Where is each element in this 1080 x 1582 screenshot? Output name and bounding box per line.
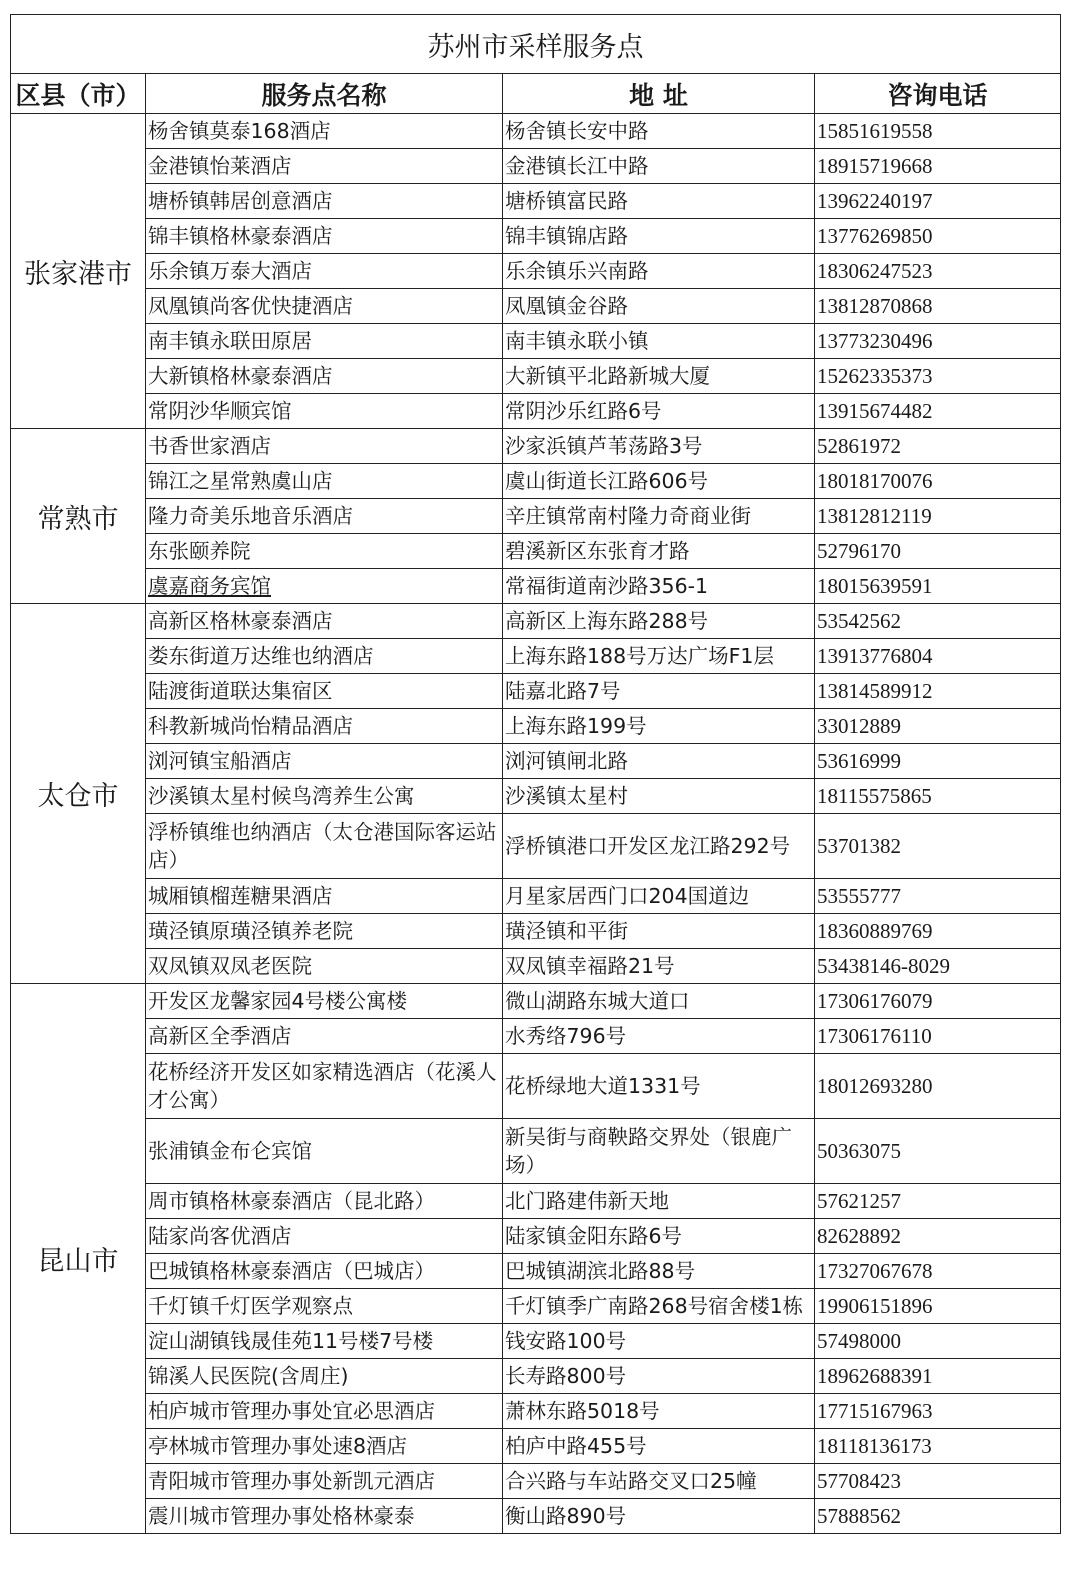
service-point-name-text: 千灯镇千灯医学观察点 xyxy=(148,1294,353,1318)
address-text: 月星家居西门口204国道边 xyxy=(505,884,750,908)
phone-text: 17306176079 xyxy=(817,988,933,1013)
phone-cell xyxy=(815,184,1061,219)
table-row xyxy=(11,1219,1061,1254)
header-county: 区县（市） xyxy=(11,74,146,114)
service-point-name-text: 大新镇格林豪泰酒店 xyxy=(148,364,333,388)
address-cell xyxy=(503,1429,815,1464)
phone-cell xyxy=(815,744,1061,779)
address-text: 锦丰镇锦店路 xyxy=(505,224,628,248)
service-point-name-text: 浮桥镇维也纳酒店（太仓港国际客运站店） xyxy=(148,820,497,872)
service-point-name-cell xyxy=(146,1019,503,1054)
service-point-name-text: 锦江之星常熟虞山店 xyxy=(148,469,333,493)
service-point-name-cell xyxy=(146,1119,503,1184)
phone-text: 53701382 xyxy=(817,833,901,858)
address-cell xyxy=(503,1324,815,1359)
service-point-name-text: 双凤镇双凤老医院 xyxy=(148,954,312,978)
service-point-name-cell xyxy=(146,219,503,254)
header-address: 地 址 xyxy=(503,74,815,114)
address-text: 高新区上海东路288号 xyxy=(505,609,709,633)
address-text: 璜泾镇和平街 xyxy=(505,919,628,943)
address-text: 陆嘉北路7号 xyxy=(505,679,621,703)
service-point-name-text: 杨舍镇莫泰168酒店 xyxy=(148,119,331,143)
phone-cell xyxy=(815,499,1061,534)
table-row xyxy=(11,1184,1061,1219)
service-point-name-cell xyxy=(146,114,503,149)
service-point-name-text: 亭林城市管理办事处速8酒店 xyxy=(148,1434,408,1458)
table-row xyxy=(11,949,1061,984)
table-row xyxy=(11,499,1061,534)
table-row xyxy=(11,879,1061,914)
address-cell xyxy=(503,324,815,359)
table-row xyxy=(11,1359,1061,1394)
address-cell xyxy=(503,814,815,879)
service-point-name-text: 青阳城市管理办事处新凯元酒店 xyxy=(148,1469,435,1493)
service-point-name-cell xyxy=(146,984,503,1019)
table-row xyxy=(11,534,1061,569)
address-cell xyxy=(503,1184,815,1219)
phone-text: 18015639591 xyxy=(817,573,933,598)
service-point-name-text: 张浦镇金布仑宾馆 xyxy=(148,1139,312,1163)
address-cell xyxy=(503,1359,815,1394)
service-point-name-text: 科教新城尚怡精品酒店 xyxy=(148,714,353,738)
service-point-name-text: 花桥经济开发区如家精选酒店（花溪人才公寓） xyxy=(148,1060,497,1112)
address-cell xyxy=(503,1464,815,1499)
phone-cell xyxy=(815,1119,1061,1184)
phone-text: 13812870868 xyxy=(817,293,933,318)
address-cell xyxy=(503,184,815,219)
service-point-name-text: 浏河镇宝船酒店 xyxy=(148,749,292,773)
phone-cell xyxy=(815,709,1061,744)
phone-text: 52861972 xyxy=(817,433,901,458)
table-row xyxy=(11,1324,1061,1359)
address-cell xyxy=(503,674,815,709)
table-title: 苏州市采样服务点 xyxy=(11,15,1061,74)
phone-text: 18306247523 xyxy=(817,258,933,283)
service-point-name-text: 娄东街道万达维也纳酒店 xyxy=(148,644,374,668)
service-point-name-text: 乐余镇万泰大酒店 xyxy=(148,259,312,283)
phone-text: 53438146-8029 xyxy=(817,953,950,978)
service-point-name-text: 隆力奇美乐地音乐酒店 xyxy=(148,504,353,528)
phone-text: 13773230496 xyxy=(817,328,933,353)
county-cell: 昆山市 xyxy=(11,984,146,1534)
address-cell xyxy=(503,1289,815,1324)
address-cell xyxy=(503,779,815,814)
address-cell xyxy=(503,114,815,149)
address-text: 大新镇平北路新城大厦 xyxy=(505,364,710,388)
address-text: 金港镇长江中路 xyxy=(505,154,649,178)
service-point-name-text: 高新区格林豪泰酒店 xyxy=(148,609,333,633)
service-point-name-cell xyxy=(146,779,503,814)
phone-text: 18012693280 xyxy=(817,1073,933,1098)
table-row xyxy=(11,744,1061,779)
service-point-name-cell xyxy=(146,184,503,219)
address-text: 花桥绿地大道1331号 xyxy=(505,1074,701,1098)
table-row xyxy=(11,464,1061,499)
address-cell xyxy=(503,289,815,324)
phone-text: 17715167963 xyxy=(817,1398,933,1423)
table-row xyxy=(11,219,1061,254)
address-cell xyxy=(503,254,815,289)
phone-text: 57498000 xyxy=(817,1328,901,1353)
phone-text: 33012889 xyxy=(817,713,901,738)
service-point-name-text: 凤凰镇尚客优快捷酒店 xyxy=(148,294,353,318)
phone-text: 53555777 xyxy=(817,883,901,908)
table-row xyxy=(11,429,1061,464)
header-row xyxy=(11,74,1061,114)
address-text: 凤凰镇金谷路 xyxy=(505,294,628,318)
address-text: 柏庐中路455号 xyxy=(505,1434,647,1458)
address-cell xyxy=(503,1054,815,1119)
phone-text: 18915719668 xyxy=(817,153,933,178)
service-point-name-cell xyxy=(146,814,503,879)
service-point-name-cell xyxy=(146,324,503,359)
table-row xyxy=(11,114,1061,149)
phone-text: 82628892 xyxy=(817,1223,901,1248)
phone-text: 15851619558 xyxy=(817,118,933,143)
service-point-name-text: 书香世家酒店 xyxy=(148,434,271,458)
address-cell xyxy=(503,709,815,744)
phone-cell xyxy=(815,114,1061,149)
service-point-name-cell xyxy=(146,1054,503,1119)
service-point-name-cell xyxy=(146,149,503,184)
service-point-name-text: 锦丰镇格林豪泰酒店 xyxy=(148,224,333,248)
table-row xyxy=(11,1254,1061,1289)
phone-text: 18115575865 xyxy=(817,783,932,808)
service-point-name-cell xyxy=(146,1429,503,1464)
phone-cell xyxy=(815,219,1061,254)
service-point-name-cell xyxy=(146,1254,503,1289)
phone-cell xyxy=(815,674,1061,709)
address-text: 水秀络796号 xyxy=(505,1024,627,1048)
phone-cell xyxy=(815,289,1061,324)
service-point-name-text: 柏庐城市管理办事处宜必思酒店 xyxy=(148,1399,435,1423)
address-text: 浮桥镇港口开发区龙江路292号 xyxy=(505,834,791,858)
county-cell: 张家港市 xyxy=(11,114,146,429)
phone-cell xyxy=(815,1429,1061,1464)
service-point-name-cell xyxy=(146,1289,503,1324)
address-cell xyxy=(503,359,815,394)
table-row xyxy=(11,1289,1061,1324)
service-point-name-text: 金港镇怡莱酒店 xyxy=(148,154,292,178)
table-row xyxy=(11,674,1061,709)
phone-text: 19906151896 xyxy=(817,1293,933,1318)
address-text: 上海东路188号万达广场F1层 xyxy=(505,644,774,668)
service-point-name-cell xyxy=(146,1324,503,1359)
table-row xyxy=(11,184,1061,219)
address-cell xyxy=(503,149,815,184)
phone-text: 17306176110 xyxy=(817,1023,932,1048)
address-cell xyxy=(503,394,815,429)
table-row xyxy=(11,639,1061,674)
address-text: 钱安路100号 xyxy=(505,1329,627,1353)
phone-text: 13913776804 xyxy=(817,643,933,668)
address-cell xyxy=(503,464,815,499)
phone-cell xyxy=(815,1054,1061,1119)
address-cell xyxy=(503,219,815,254)
address-text: 南丰镇永联小镇 xyxy=(505,329,649,353)
phone-cell xyxy=(815,394,1061,429)
address-text: 碧溪新区东张育才路 xyxy=(505,539,690,563)
service-point-name-cell xyxy=(146,1184,503,1219)
service-point-name-cell xyxy=(146,674,503,709)
service-point-name-text: 城厢镇榴莲糖果酒店 xyxy=(148,884,333,908)
phone-text: 13812812119 xyxy=(817,503,932,528)
service-point-name-text: 南丰镇永联田原居 xyxy=(148,329,312,353)
service-point-name-text: 东张颐养院 xyxy=(148,539,251,563)
phone-text: 13962240197 xyxy=(817,188,933,213)
address-text: 陆家镇金阳东路6号 xyxy=(505,1224,683,1248)
phone-cell xyxy=(815,429,1061,464)
service-point-name-text: 锦溪人民医院(含周庄) xyxy=(148,1364,349,1388)
phone-text: 15262335373 xyxy=(817,363,933,388)
address-text: 塘桥镇富民路 xyxy=(505,189,628,213)
address-cell xyxy=(503,744,815,779)
table-row xyxy=(11,254,1061,289)
address-cell xyxy=(503,1119,815,1184)
service-point-name-cell xyxy=(146,464,503,499)
county-cell: 常熟市 xyxy=(11,429,146,604)
address-text: 新吴街与商鞅路交界处（银鹿广场） xyxy=(505,1125,792,1177)
table-row xyxy=(11,1054,1061,1119)
phone-cell xyxy=(815,1254,1061,1289)
phone-text: 13776269850 xyxy=(817,223,933,248)
phone-text: 18018170076 xyxy=(817,468,933,493)
phone-cell xyxy=(815,534,1061,569)
phone-text: 18360889769 xyxy=(817,918,933,943)
address-cell xyxy=(503,984,815,1019)
phone-text: 57621257 xyxy=(817,1188,901,1213)
address-text: 虞山街道长江路606号 xyxy=(505,469,709,493)
address-cell xyxy=(503,569,815,604)
table-body xyxy=(11,114,1061,1534)
address-text: 浏河镇闸北路 xyxy=(505,749,628,773)
header-phone: 咨询电话 xyxy=(815,74,1061,114)
address-cell xyxy=(503,1219,815,1254)
phone-text: 18962688391 xyxy=(817,1363,933,1388)
phone-cell xyxy=(815,1219,1061,1254)
service-point-name-cell xyxy=(146,289,503,324)
address-text: 长寿路800号 xyxy=(505,1364,627,1388)
address-cell xyxy=(503,1019,815,1054)
phone-cell xyxy=(815,149,1061,184)
service-point-name-text: 震川城市管理办事处格林豪泰 xyxy=(148,1504,415,1528)
service-point-name-text: 巴城镇格林豪泰酒店（巴城店） xyxy=(148,1259,435,1283)
service-point-name-cell xyxy=(146,744,503,779)
address-cell xyxy=(503,429,815,464)
phone-text: 57708423 xyxy=(817,1468,901,1493)
phone-cell xyxy=(815,569,1061,604)
address-cell xyxy=(503,639,815,674)
service-point-name-cell xyxy=(146,1219,503,1254)
address-cell xyxy=(503,879,815,914)
phone-cell xyxy=(815,359,1061,394)
phone-cell xyxy=(815,1359,1061,1394)
phone-cell xyxy=(815,324,1061,359)
service-point-name-text: 塘桥镇韩居创意酒店 xyxy=(148,189,333,213)
phone-cell xyxy=(815,984,1061,1019)
table-row xyxy=(11,1499,1061,1534)
address-text: 沙家浜镇芦苇荡路3号 xyxy=(505,434,703,458)
service-point-name-text: 璜泾镇原璜泾镇养老院 xyxy=(148,919,353,943)
phone-text: 17327067678 xyxy=(817,1258,933,1283)
address-text: 北门路建伟新天地 xyxy=(505,1189,669,1213)
service-point-name-text: 高新区全季酒店 xyxy=(148,1024,292,1048)
service-point-name-cell xyxy=(146,1394,503,1429)
service-point-name-text: 常阴沙华顺宾馆 xyxy=(148,399,292,423)
service-point-name-cell xyxy=(146,949,503,984)
phone-cell xyxy=(815,254,1061,289)
service-point-name-text: 沙溪镇太星村候鸟湾养生公寓 xyxy=(148,784,415,808)
address-text: 衡山路890号 xyxy=(505,1504,627,1528)
address-cell xyxy=(503,499,815,534)
phone-text: 13814589912 xyxy=(817,678,933,703)
service-point-name-text: 淀山湖镇钱晟佳苑11号楼7号楼 xyxy=(148,1329,434,1353)
title-row xyxy=(11,15,1061,74)
table-row xyxy=(11,359,1061,394)
table-row xyxy=(11,1019,1061,1054)
service-point-name-cell xyxy=(146,254,503,289)
address-text: 乐余镇乐兴南路 xyxy=(505,259,649,283)
phone-cell xyxy=(815,1289,1061,1324)
table-row xyxy=(11,289,1061,324)
address-cell xyxy=(503,914,815,949)
address-cell xyxy=(503,1394,815,1429)
service-point-name-cell xyxy=(146,1499,503,1534)
service-point-name-cell xyxy=(146,639,503,674)
phone-cell xyxy=(815,604,1061,639)
address-text: 沙溪镇太星村 xyxy=(505,784,628,808)
table-row xyxy=(11,324,1061,359)
service-point-name-cell xyxy=(146,879,503,914)
table-row xyxy=(11,779,1061,814)
phone-cell xyxy=(815,779,1061,814)
header-service-point-name: 服务点名称 xyxy=(146,74,503,114)
phone-cell xyxy=(815,814,1061,879)
phone-text: 50363075 xyxy=(817,1138,901,1163)
phone-text: 52796170 xyxy=(817,538,901,563)
address-cell xyxy=(503,1254,815,1289)
phone-cell xyxy=(815,464,1061,499)
table-row xyxy=(11,1119,1061,1184)
address-text: 辛庄镇常南村隆力奇商业街 xyxy=(505,504,751,528)
table-row xyxy=(11,1394,1061,1429)
address-text: 双凤镇幸福路21号 xyxy=(505,954,675,978)
service-point-name-cell xyxy=(146,709,503,744)
table-row xyxy=(11,1429,1061,1464)
phone-text: 18118136173 xyxy=(817,1433,932,1458)
service-point-name-cell xyxy=(146,499,503,534)
table-row xyxy=(11,394,1061,429)
table-row xyxy=(11,604,1061,639)
table-row xyxy=(11,914,1061,949)
sampling-points-table xyxy=(10,14,1061,1534)
service-point-name-cell xyxy=(146,914,503,949)
service-point-name-text: 陆渡街道联达集宿区 xyxy=(148,679,333,703)
service-point-name-text: 周市镇格林豪泰酒店（昆北路） xyxy=(148,1189,435,1213)
table-row xyxy=(11,149,1061,184)
address-text: 常福街道南沙路356-1 xyxy=(505,574,709,598)
service-point-name-cell xyxy=(146,429,503,464)
phone-cell xyxy=(815,1499,1061,1534)
phone-cell xyxy=(815,949,1061,984)
service-point-name-cell xyxy=(146,534,503,569)
service-point-name-text: 开发区龙馨家园4号楼公寓楼 xyxy=(148,989,408,1013)
address-text: 千灯镇季广南路268号宿舍楼1栋 xyxy=(505,1294,804,1318)
address-text: 巴城镇湖滨北路88号 xyxy=(505,1259,696,1283)
table-row xyxy=(11,569,1061,604)
service-point-name-cell xyxy=(146,359,503,394)
address-text: 杨舍镇长安中路 xyxy=(505,119,649,143)
address-text: 萧林东路5018号 xyxy=(505,1399,660,1423)
table-row xyxy=(11,984,1061,1019)
table-row xyxy=(11,709,1061,744)
phone-cell xyxy=(815,879,1061,914)
phone-cell xyxy=(815,1324,1061,1359)
phone-text: 57888562 xyxy=(817,1503,901,1528)
phone-text: 53616999 xyxy=(817,748,901,773)
service-point-name-text: 陆家尚客优酒店 xyxy=(148,1224,292,1248)
service-point-name-cell xyxy=(146,604,503,639)
phone-text: 13915674482 xyxy=(817,398,933,423)
table-row xyxy=(11,814,1061,879)
address-text: 上海东路199号 xyxy=(505,714,647,738)
service-point-name-cell xyxy=(146,1359,503,1394)
service-point-name-cell xyxy=(146,1464,503,1499)
table-row xyxy=(11,1464,1061,1499)
address-text: 常阴沙乐红路6号 xyxy=(505,399,662,423)
service-point-name-cell xyxy=(146,569,503,604)
address-text: 微山湖路东城大道口 xyxy=(505,989,690,1013)
service-point-name-cell xyxy=(146,394,503,429)
address-cell xyxy=(503,949,815,984)
phone-cell xyxy=(815,1184,1061,1219)
phone-cell xyxy=(815,1464,1061,1499)
address-cell xyxy=(503,534,815,569)
phone-text: 53542562 xyxy=(817,608,901,633)
address-cell xyxy=(503,604,815,639)
service-point-name-text: 虞嘉商务宾馆 xyxy=(148,574,271,598)
phone-cell xyxy=(815,914,1061,949)
county-cell: 太仓市 xyxy=(11,604,146,984)
address-text: 合兴路与车站路交叉口25幢 xyxy=(505,1469,757,1493)
phone-cell xyxy=(815,1019,1061,1054)
address-cell xyxy=(503,1499,815,1534)
phone-cell xyxy=(815,1394,1061,1429)
phone-cell xyxy=(815,639,1061,674)
